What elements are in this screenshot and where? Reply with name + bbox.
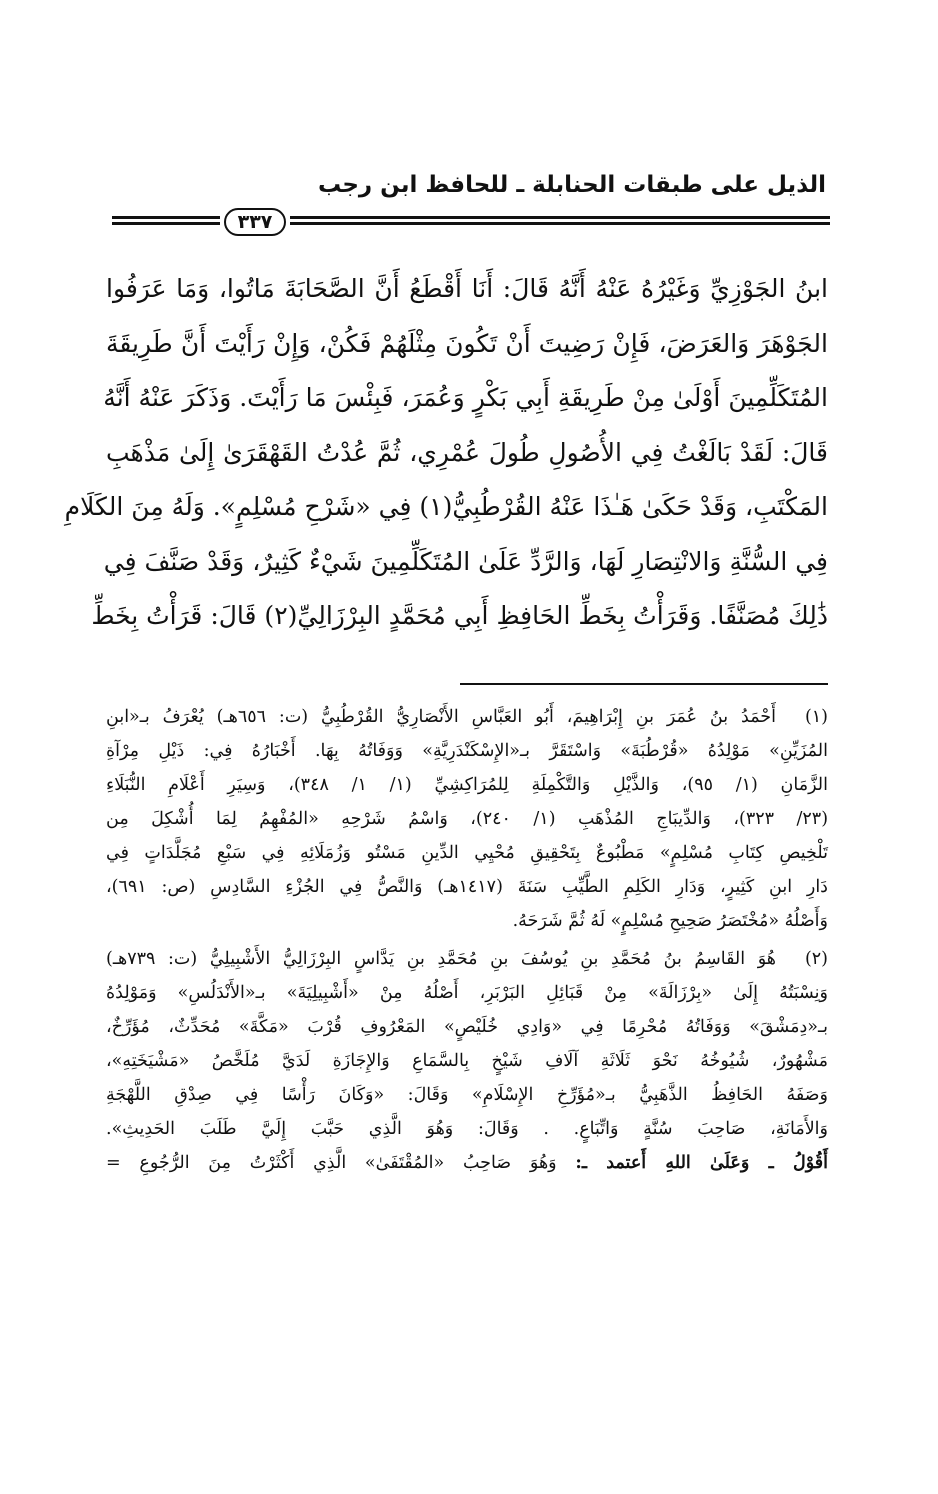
- text-line: المَكْتَبِ، وَقَدْ حَكَىٰ هَـٰذَا عَنْهُ القُرْطُبِيُّ(١) فِي «شَرْحِ مُسْلِمٍ». وَلَهُ مِنَ الكَلَامِ: [64, 492, 828, 521]
- footnote-separator: [460, 683, 828, 685]
- text-line: ابنُ الجَوْزِيِّ وَغَيْرُهُ عَنْهُ أَنَّهُ قَالَ: أَنَا أَقْطَعُ أَنَّ الصَّحَابَةَ مَاتُوا، وَمَا عَرَفُوا: [106, 274, 828, 303]
- header-rule-right: [290, 216, 830, 225]
- author-note-lead: أَقُوْلُ ـ وَعَلَىٰ اللهِ أَعتمد ـ:: [575, 1153, 828, 1173]
- footnote-line: تَلْخِيصِ كِتَابِ مُسْلِمٍ» مَطْبُوعٌ بِتَحْقِيقِ مُحْيِي الدِّينِ مَسْتُو وَزُمَلَائِهِ فِي سَبْعِ مُجَلَّدَاتٍ فِي: [106, 843, 828, 863]
- footnote-marker: (١): [804, 707, 828, 727]
- text-line: ذَٰلِكَ مُصَنَّفًا. وَقَرَأْتُ بِخَطِّ الحَافِظِ أَبِي مُحَمَّدٍ البِرْزَالِيِّ(٢) قَالَ: قَرَأْتُ بِخَطِّ: [91, 601, 828, 630]
- footnote-line: وَنِسْبَتُهُ إِلَىٰ «بِرْزَالَةَ» مِنْ قَبَائِلِ البَرْبَرِ، أَصْلُهُ مِنْ «أَشْبِيلِيَةَ» بـ«الأَنْدَلُسِ» وَمَوْلِدُهُ: [106, 983, 828, 1003]
- footnote-line: المُزَيِّنِ» مَوْلِدُهُ «قُرْطُبَةَ» وَاسْتَقَرَّ بـ«الإِسْكَنْدَرِيَّةِ» وَوَفَاتُهُ بِهَا. أَخْبَارُهُ فِي: ذَيْلِ مِرْآةِ: [106, 741, 828, 761]
- footnote-line: بـ«دِمَشْقَ» وَوَفَاتُهُ مُحْرِمًا فِي «وَادِي خُلَيْصٍ» المَعْرُوفِ قُرْبَ «مَكَّةَ» مُحَدِّثٌ، مُؤَرِّخٌ،: [106, 1017, 828, 1037]
- running-title: الذيل على طبقات الحنابلة ـ للحافظ ابن رجب: [317, 172, 826, 198]
- text-line: فِي السُّنَّةِ وَالانْتِصَارِ لَهَا، وَالرَّدِّ عَلَىٰ المُتَكَلِّمِينَ شَيْءٌ كَثِيرٌ، وَقَدْ صَنَّفَ فِي: [103, 546, 828, 576]
- footnotes: [106, 700, 828, 1180]
- footnote-line: الزَّمَانِ (١/ ٩٥)، وَالذَّيْلِ وَالتَّكْمِلَةِ لِلمُرَاكِشِيِّ (١/ ١/ ٣٤٨)، وَسِيَرِ أَعْلَامِ النُّبَلَاءِ: [106, 775, 828, 795]
- text-line: المُتَكَلِّمِينَ أَوْلَىٰ مِنْ طَرِيقَةِ أَبِي بَكْرٍ وَعُمَرَ، فَبِئْسَ مَا رَأَيْتَ. وَذَكَرَ عَنْهُ أَنَّهُ: [103, 383, 828, 412]
- footnote-text: هُوَ القَاسِمُ بنُ مُحَمَّدِ بنِ يُوسُفَ بنِ مُحَمَّدِ بنِ يَدَّاسٍ البِرْزَالِيُّ الأَشْبِيلِيُّ (ت: ٧٣٩هـ): [106, 949, 776, 969]
- footnote-marker: (٢): [804, 949, 828, 969]
- footnote-line: دَارِ ابنِ كَثِيرٍ، وَدَارِ الكَلِمِ الطَّيِّبِ سَنَةَ (١٤١٧هـ) وَالنَّصُّ فِي الجُزْءِ السَّادِسِ (ص: ٦٩١)،: [106, 877, 828, 897]
- main-text: [64, 262, 828, 644]
- footnote-line: وَأَصْلُهُ «مُخْتَصَرُ صَحِيحِ مُسْلِمٍ» لَهُ ثُمَّ شَرَحَهُ.: [512, 911, 828, 931]
- footnote-line: (٢٣/ ٣٢٣)، وَالدِّيبَاجِ المُذْهَبِ (١/ ٢٤٠)، وَاسْمُ شَرْحِهِ «المُفْهِمُ لِمَا أُشْكِلَ مِن: [106, 809, 829, 829]
- footnote-1: [106, 700, 828, 938]
- footnote-line-with-bold-lead: أَقُوْلُ ـ وَعَلَىٰ اللهِ أَعتمد ـ: وَهُوَ صَاحِبُ «المُقْتَفَىٰ» الَّذِي أَكْثَرْتُ مِنَ الرُّجُوعِ =: [106, 1153, 828, 1173]
- footnote-text: أَحْمَدُ بنُ عُمَرَ بنِ إِبْرَاهِيمَ، أَبُو العَبَّاسِ الأَنْصَارِيُّ القُرْطُبِيُّ (ت: ٦٥٦هـ) يُعْرَفُ بـ«ابنِ: [106, 707, 776, 727]
- header-rule-left: [112, 216, 220, 225]
- footnote-line: وَصَفَهُ الحَافِظُ الذَّهَبِيُّ بـ«مُؤَرِّخِ الإِسْلَامِ» وَقَالَ: «وَكَانَ رَأْسًا فِي صِدْقِ اللَّهْجَةِ: [106, 1085, 828, 1105]
- footnote-line: وَالأَمَانَةِ، صَاحِبَ سُنَّةٍ وَاتِّبَاعٍ. . وَقَالَ: وَهُوَ الَّذِي حَبَّبَ إِلَيَّ طَلَبَ الحَدِيثِ».: [106, 1119, 828, 1139]
- header-ornament: [112, 208, 830, 236]
- footnote-line: [106, 942, 828, 976]
- text-line: قَالَ: لَقَدْ بَالَغْتُ فِي الأُصُولِ طُولَ عُمْرِي، ثُمَّ عُدْتُ القَهْقَرَىٰ إِلَىٰ مَذْهَبِ: [106, 437, 828, 467]
- text-line: الجَوْهَرَ وَالعَرَضَ، فَإِنْ رَضِيتَ أَنْ تَكُونَ مِثْلَهُمْ فَكُنْ، وَإِنْ رَأَيْتَ أَنَّ طَرِيقَةَ: [106, 328, 828, 358]
- footnote-2: [106, 942, 828, 1180]
- page-number: ٣٣٧: [224, 208, 286, 236]
- footnote-line: [106, 700, 828, 734]
- footnote-line: مَشْهُورٌ، شُيُوخُهُ نَحْوَ ثَلَاثَةِ آلَافِ شَيْخٍ بِالسَّمَاعِ وَالإِجَازَةِ لَدَيَّ مُلَخَّصُ «مَشْيَخَتِهِ»،: [106, 1051, 828, 1071]
